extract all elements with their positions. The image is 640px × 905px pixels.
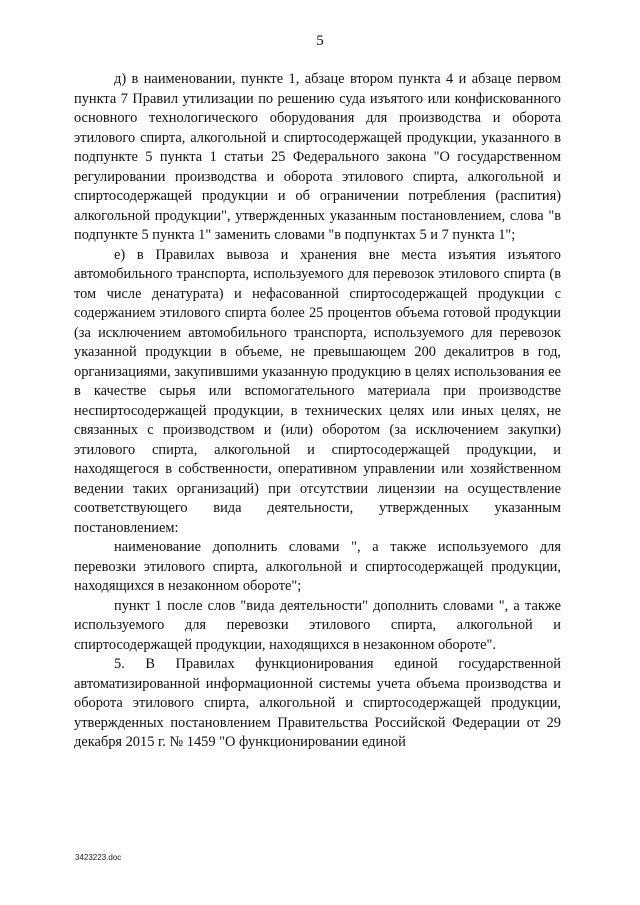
- document-body: [74, 70, 561, 753]
- paragraph-name-amendment: наименование дополнить словами ", а также используемого для перевозки этилового спирта, алкогольной и спиртосодержащей продукции, находящихся в незаконном обороте";: [74, 539, 561, 594]
- page-number: 5: [316, 33, 324, 49]
- paragraph-point-1-amendment: пункт 1 после слов "вида деятельности" дополнить словами ", а также используемого для перевозки этилового спирта, алкогольной и спиртосодержащей продукции, находящихся в незаконном обороте".: [74, 597, 561, 653]
- paragraph-5: 5. В Правилах функционирования единой государственной автоматизированной информационной системы учета объема производства и оборота этилового спирта, алкогольной и спиртосодержащей продукции, утвержденных постановлением Правительства Российской Федерации от 29 декабря 2015 г. № 1459 "О функционировании единой: [74, 656, 561, 750]
- paragraph-e: е) в Правилах вывоза и хранения вне места изъятия изъятого автомобильного транспорта, используемого для перевозок этилового спирта (в том числе денатурата) и нефасованной спиртосодержащей продукции с содержанием этилового спирта более 25 процентов объема готовой продукции (за исключением автомобильного транспорта, используемого для перевозок указанной продукции в объеме, не превышающем 200 декалитров в год, организациями, закупившими указанную продукцию в целях использования ее в качестве сырья или вспомогательного материала при производстве неспиртосодержащей продукции, в технических целях или иных целях, не связанных с производством и (или) оборотом (за исключением закупки) этилового спирта, алкогольной и спиртосодержащей продукции, и находящегося в собственности, оперативном управлении или хозяйственном ведении таких организаций) при отсутствии лицензии на осуществление соответствующего вида деятельности, утвержденных указанным постановлением:: [74, 246, 561, 536]
- document-file-code: 3423223.doc: [75, 853, 122, 862]
- paragraph-d: д) в наименовании, пункте 1, абзаце втором пункта 4 и абзаце первом пункта 7 Правил утилизации по решению суда изъятого или конфискованного основного технологического оборудования для производства и оборота этилового спирта, алкогольной и спиртосодержащей продукции, указанного в подпункте 5 пункта 1 статьи 25 Федерального закона "О государственном регулировании производства и оборота этилового спирта, алкогольной и спиртосодержащей продукции и об ограничении потребления (распития) алкогольной продукции", утвержденных указанным постановлением, слова "в подпункте 5 пункта 1" заменить словами "в подпунктах 5 и 7 пункта 1";: [74, 71, 561, 243]
